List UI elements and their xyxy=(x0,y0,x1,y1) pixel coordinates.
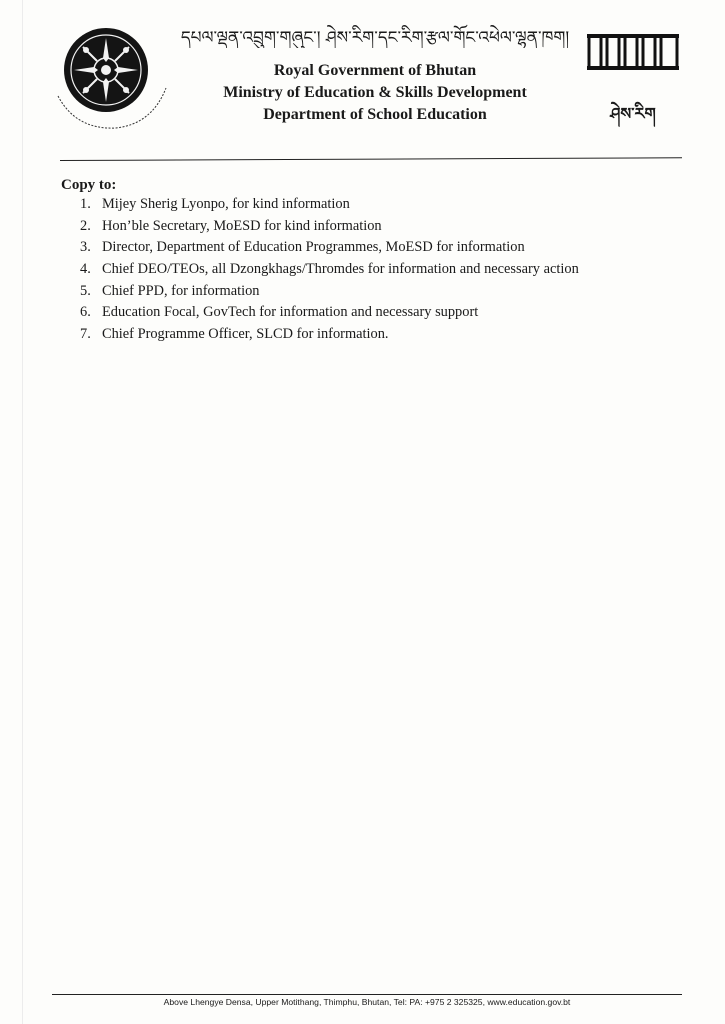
copy-to-list xyxy=(80,194,579,346)
item-text: Chief DEO/TEOs, all Dzongkhags/Thromdes for information and necessary action xyxy=(102,261,579,278)
item-text: Chief PPD, for information xyxy=(102,282,260,299)
list-item xyxy=(80,302,579,324)
footer-address: Above Lhengye Densa, Upper Motithang, Thimphu, Bhutan, Tel: PA: +975 2 325325, www.education.gov.bt xyxy=(163,997,571,1007)
item-text: Chief Programme Officer, SLCD for information. xyxy=(102,326,389,343)
org-line-department: Department of School Education xyxy=(263,106,487,123)
organization-block xyxy=(200,60,550,126)
item-number: 1. xyxy=(80,196,91,212)
item-number: 4. xyxy=(80,261,91,278)
item-text: Mijey Sherig Lyonpo, for kind information xyxy=(102,196,350,212)
list-item xyxy=(80,281,579,303)
scan-edge xyxy=(22,0,23,1024)
list-item xyxy=(80,259,579,281)
list-item xyxy=(80,324,579,346)
item-number: 5. xyxy=(80,282,91,299)
footer-divider xyxy=(52,994,682,995)
dzongkha-title: དཔལ་ལྡན་འབྲུག་གཞུང་། ཤེས་རིག་དང་རིག་རྩལ་གོང་འཕེལ་ལྷན་ཁག། xyxy=(180,28,570,48)
list-item xyxy=(80,194,579,216)
item-text: Director, Department of Education Programmes, MoESD for information xyxy=(102,239,525,256)
org-line-ministry: Ministry of Education & Skills Development xyxy=(223,84,527,101)
list-item xyxy=(80,216,579,238)
royal-emblem-seal xyxy=(56,18,174,136)
item-number: 2. xyxy=(80,217,91,234)
item-text: Education Focal, GovTech for information and necessary support xyxy=(102,304,479,321)
logo-dzongkha-text: ཤེས་རིག xyxy=(610,104,656,123)
item-text: Hon’ble Secretary, MoESD for kind information xyxy=(102,217,382,234)
copy-to-heading: Copy to: xyxy=(61,177,117,193)
item-number: 7. xyxy=(80,326,91,343)
item-number: 3. xyxy=(80,239,91,256)
org-line-government: Royal Government of Bhutan xyxy=(273,62,477,79)
list-item xyxy=(80,237,579,259)
item-number: 6. xyxy=(80,304,91,321)
header-divider xyxy=(60,157,682,161)
